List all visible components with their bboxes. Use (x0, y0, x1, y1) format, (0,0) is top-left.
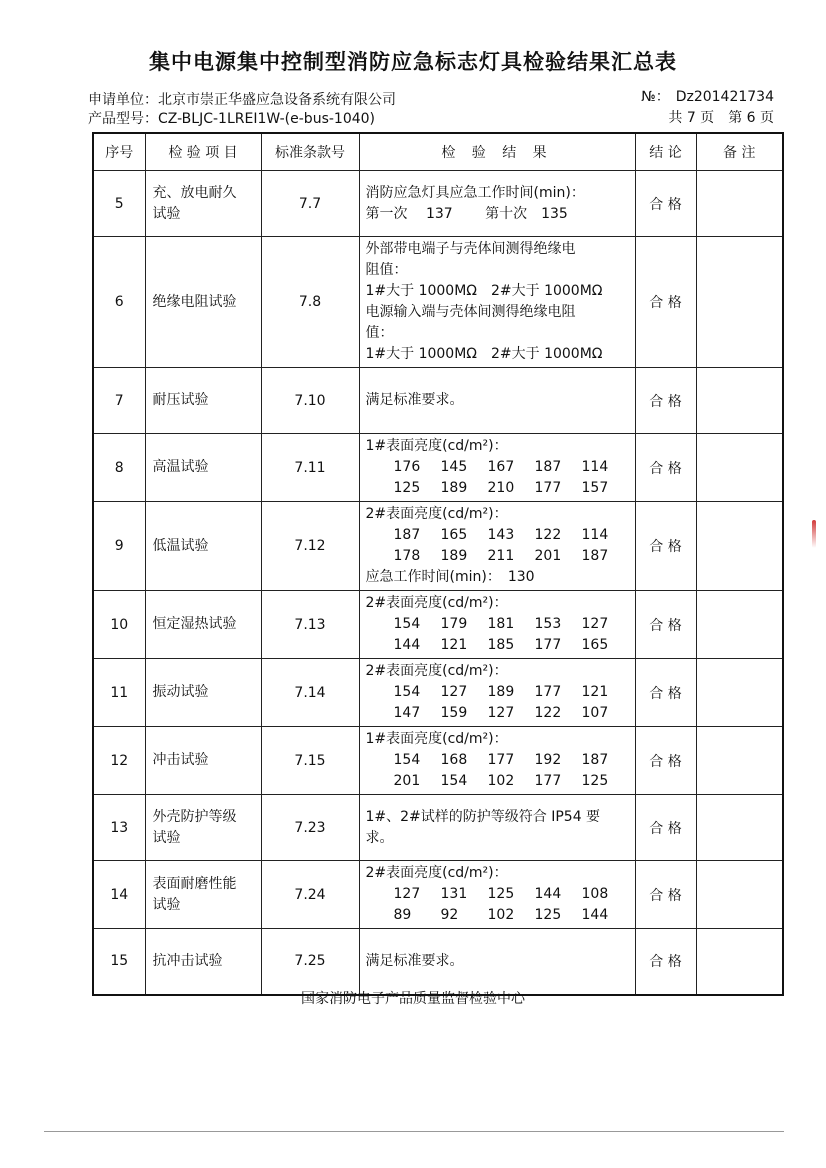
result-value: 165 (581, 637, 609, 653)
result-value: 201 (534, 548, 562, 564)
row-number: 12 (93, 727, 145, 795)
remark (696, 727, 783, 795)
result-text: 应急工作时间(min)： 130 (365, 569, 535, 585)
result-values-row (366, 478, 629, 499)
result-values-row (366, 525, 629, 546)
result-lines (366, 863, 629, 926)
result-value: 177 (534, 480, 562, 496)
result-value: 187 (581, 548, 609, 564)
result-text: 1#大于 1000MΩ 2#大于 1000MΩ (365, 283, 603, 299)
test-item-line: 抗冲击试验 (152, 952, 223, 969)
header-conclusion: 结 论 (635, 133, 696, 171)
result-value: 121 (581, 684, 609, 700)
table-body (93, 171, 783, 995)
result-value: 122 (534, 527, 562, 543)
result-value: 144 (581, 907, 609, 923)
standard-clause: 7.7 (261, 171, 359, 237)
conclusion: 合 格 (635, 659, 696, 727)
result-value: 144 (393, 637, 421, 653)
row-number: 7 (93, 368, 145, 434)
remark (696, 929, 783, 995)
test-result (359, 502, 635, 591)
table-header-row (93, 133, 783, 171)
result-value: 108 (581, 886, 609, 902)
result-value: 125 (581, 773, 609, 789)
result-value: 176 (393, 459, 421, 475)
standard-clause: 7.10 (261, 368, 359, 434)
result-values-row (366, 703, 629, 724)
test-item (145, 929, 261, 995)
table-row (93, 929, 783, 995)
standard-clause: 7.13 (261, 591, 359, 659)
standard-clause: 7.25 (261, 929, 359, 995)
result-lines (366, 436, 629, 499)
result-value: 145 (440, 459, 468, 475)
result-text: 2#表面亮度(cd/m²)： (365, 865, 508, 881)
test-item-line: 低温试验 (152, 537, 209, 554)
result-value: 210 (487, 480, 515, 496)
remark (696, 795, 783, 861)
table-row (93, 659, 783, 727)
result-text: 1#大于 1000MΩ 2#大于 1000MΩ (365, 346, 603, 362)
test-item-line: 试验 (152, 205, 181, 222)
result-lines (366, 183, 629, 225)
result-value: 89 (393, 907, 412, 923)
result-value: 177 (534, 684, 562, 700)
row-number: 6 (93, 237, 145, 368)
result-value: 154 (440, 773, 468, 789)
result-value: 107 (581, 705, 609, 721)
header-result: 检 验 结 果 (359, 133, 635, 171)
result-lines (366, 661, 629, 724)
row-number: 9 (93, 502, 145, 591)
test-item-line: 试验 (152, 829, 181, 846)
test-result (359, 795, 635, 861)
standard-clause: 7.15 (261, 727, 359, 795)
conclusion: 合 格 (635, 861, 696, 929)
header-no: 序号 (93, 133, 145, 171)
result-value: 192 (534, 752, 562, 768)
result-value: 114 (581, 459, 609, 475)
result-value: 153 (534, 616, 562, 632)
result-text: 满足标准要求。 (365, 392, 464, 408)
result-value: 154 (393, 616, 421, 632)
test-item (145, 591, 261, 659)
result-text: 阻值： (365, 262, 408, 278)
result-value: 177 (534, 773, 562, 789)
result-value: 177 (534, 637, 562, 653)
table-row (93, 502, 783, 591)
remark (696, 171, 783, 237)
test-result (359, 434, 635, 502)
current-page: 第 6 页 (728, 110, 774, 126)
result-text: 1#表面亮度(cd/m²)： (365, 731, 508, 747)
header-remark: 备 注 (696, 133, 783, 171)
result-value: 178 (393, 548, 421, 564)
result-text: 电源输入端与壳体间测得绝缘电阻 (365, 304, 576, 320)
bottom-divider (44, 1131, 784, 1132)
result-value: 147 (393, 705, 421, 721)
test-result (359, 929, 635, 995)
test-item-line: 外壳防护等级 (152, 808, 237, 825)
page-indicator (654, 107, 774, 127)
result-value: 114 (581, 527, 609, 543)
test-result (359, 368, 635, 434)
result-value: 159 (440, 705, 468, 721)
test-item-line: 绝缘电阻试验 (152, 293, 237, 310)
conclusion: 合 格 (635, 727, 696, 795)
result-value: 189 (440, 548, 468, 564)
result-value: 189 (487, 684, 515, 700)
result-value: 131 (440, 886, 468, 902)
applicant-label: 申请单位： (88, 92, 158, 108)
result-values-row (366, 771, 629, 792)
conclusion: 合 格 (635, 171, 696, 237)
remark (696, 502, 783, 591)
standard-clause: 7.23 (261, 795, 359, 861)
table-row (93, 861, 783, 929)
result-value: 211 (487, 548, 515, 564)
test-item-line: 恒定湿热试验 (152, 616, 237, 632)
row-number: 15 (93, 929, 145, 995)
test-result (359, 659, 635, 727)
result-value: 167 (487, 459, 515, 475)
document-title: 集中电源集中控制型消防应急标志灯具检验结果汇总表 (149, 50, 677, 74)
result-value: 157 (581, 480, 609, 496)
result-value: 168 (440, 752, 468, 768)
result-text: 满足标准要求。 (365, 952, 464, 969)
test-result (359, 861, 635, 929)
conclusion: 合 格 (635, 591, 696, 659)
test-item-line: 表面耐磨性能 (152, 875, 237, 892)
applicant-value: 北京市崇正华盛应急设备系统有限公司 (158, 92, 396, 108)
standard-clause: 7.24 (261, 861, 359, 929)
result-value: 187 (393, 527, 421, 543)
remark (696, 659, 783, 727)
result-values-row (366, 884, 629, 905)
result-value: 181 (487, 616, 515, 632)
table-row (93, 368, 783, 434)
result-value: 102 (487, 773, 515, 789)
test-item-line: 冲击试验 (152, 752, 209, 768)
test-item-line: 充、放电耐久 (152, 184, 237, 201)
result-values-row (366, 682, 629, 703)
result-value: 102 (487, 907, 515, 923)
result-value: 127 (487, 705, 515, 721)
test-item (145, 861, 261, 929)
result-value: 185 (487, 637, 515, 653)
test-item (145, 502, 261, 591)
result-values-row (366, 457, 629, 478)
result-text: 2#表面亮度(cd/m²)： (365, 506, 508, 522)
row-number: 11 (93, 659, 145, 727)
test-item-line: 高温试验 (152, 459, 209, 475)
results-table (92, 132, 784, 996)
test-result (359, 591, 635, 659)
result-value: 127 (393, 886, 421, 902)
seal-edge-mark (812, 520, 816, 548)
result-text: 值： (365, 325, 394, 341)
test-item (145, 727, 261, 795)
result-values-row (366, 635, 629, 656)
result-value: 154 (393, 752, 421, 768)
table-row (93, 171, 783, 237)
result-value: 125 (393, 480, 421, 496)
standard-clause: 7.11 (261, 434, 359, 502)
result-text: 第一次 137 第十次 135 (365, 205, 568, 222)
result-value: 177 (487, 752, 515, 768)
conclusion: 合 格 (635, 502, 696, 591)
applicant-line (88, 89, 396, 109)
row-number: 8 (93, 434, 145, 502)
result-lines (366, 729, 629, 792)
result-value: 187 (534, 459, 562, 475)
table-row (93, 795, 783, 861)
report-number (641, 86, 774, 106)
test-item (145, 434, 261, 502)
result-lines (366, 239, 629, 365)
standard-clause: 7.12 (261, 502, 359, 591)
test-result (359, 237, 635, 368)
result-value: 165 (440, 527, 468, 543)
row-number: 13 (93, 795, 145, 861)
header-item: 检 验 项 目 (145, 133, 261, 171)
test-item (145, 795, 261, 861)
model-value: CZ-BLJC-1LREⅠ1W-(e-bus-1040) (158, 111, 375, 127)
result-value: 154 (393, 684, 421, 700)
result-text: 求。 (365, 829, 394, 846)
remark (696, 861, 783, 929)
remark (696, 434, 783, 502)
table-row (93, 434, 783, 502)
header-clause: 标准条款号 (261, 133, 359, 171)
row-number: 5 (93, 171, 145, 237)
remark (696, 591, 783, 659)
conclusion: 合 格 (635, 434, 696, 502)
result-value: 125 (487, 886, 515, 902)
remark (696, 368, 783, 434)
test-result (359, 171, 635, 237)
result-lines (366, 390, 629, 411)
result-value: 121 (440, 637, 468, 653)
result-value: 179 (440, 616, 468, 632)
model-line (88, 108, 375, 128)
issuing-organization: 国家消防电子产品质量监督检验中心 (301, 991, 525, 1007)
result-value: 143 (487, 527, 515, 543)
total-pages: 共 7 页 (668, 110, 715, 126)
result-value: 187 (581, 752, 609, 768)
result-values-row (366, 614, 629, 635)
report-number-value: Dz201421734 (675, 89, 774, 105)
result-text: 1#表面亮度(cd/m²)： (365, 438, 508, 454)
result-lines (366, 593, 629, 656)
test-item-line: 耐压试验 (152, 392, 209, 408)
result-values-row (366, 905, 629, 926)
model-label: 产品型号： (88, 111, 158, 127)
result-value: 127 (440, 684, 468, 700)
result-value: 92 (440, 907, 459, 923)
result-values-row (366, 750, 629, 771)
conclusion: 合 格 (635, 795, 696, 861)
table-row (93, 591, 783, 659)
result-value: 125 (534, 907, 562, 923)
test-item (145, 237, 261, 368)
conclusion: 合 格 (635, 237, 696, 368)
result-lines (366, 951, 629, 972)
test-result (359, 727, 635, 795)
test-item (145, 659, 261, 727)
result-values-row (366, 546, 629, 567)
result-text: 1#、2#试样的防护等级符合 IP54 要 (365, 808, 601, 825)
result-text: 2#表面亮度(cd/m²)： (365, 595, 508, 611)
result-text: 外部带电端子与壳体间测得绝缘电 (365, 241, 576, 257)
result-value: 144 (534, 886, 562, 902)
table-row (93, 237, 783, 368)
remark (696, 237, 783, 368)
table-row (93, 727, 783, 795)
test-item (145, 368, 261, 434)
row-number: 14 (93, 861, 145, 929)
conclusion: 合 格 (635, 368, 696, 434)
result-value: 122 (534, 705, 562, 721)
row-number: 10 (93, 591, 145, 659)
result-value: 201 (393, 773, 421, 789)
test-item-line: 振动试验 (152, 684, 209, 700)
standard-clause: 7.14 (261, 659, 359, 727)
report-number-label: №： (641, 89, 670, 105)
test-item-line: 试验 (152, 896, 181, 913)
result-value: 189 (440, 480, 468, 496)
result-lines (366, 807, 629, 849)
result-lines (366, 504, 629, 588)
result-value: 127 (581, 616, 609, 632)
standard-clause: 7.8 (261, 237, 359, 368)
conclusion: 合 格 (635, 929, 696, 995)
result-text: 2#表面亮度(cd/m²)： (365, 663, 508, 679)
test-item (145, 171, 261, 237)
result-text: 消防应急灯具应急工作时间(min)： (365, 184, 585, 201)
